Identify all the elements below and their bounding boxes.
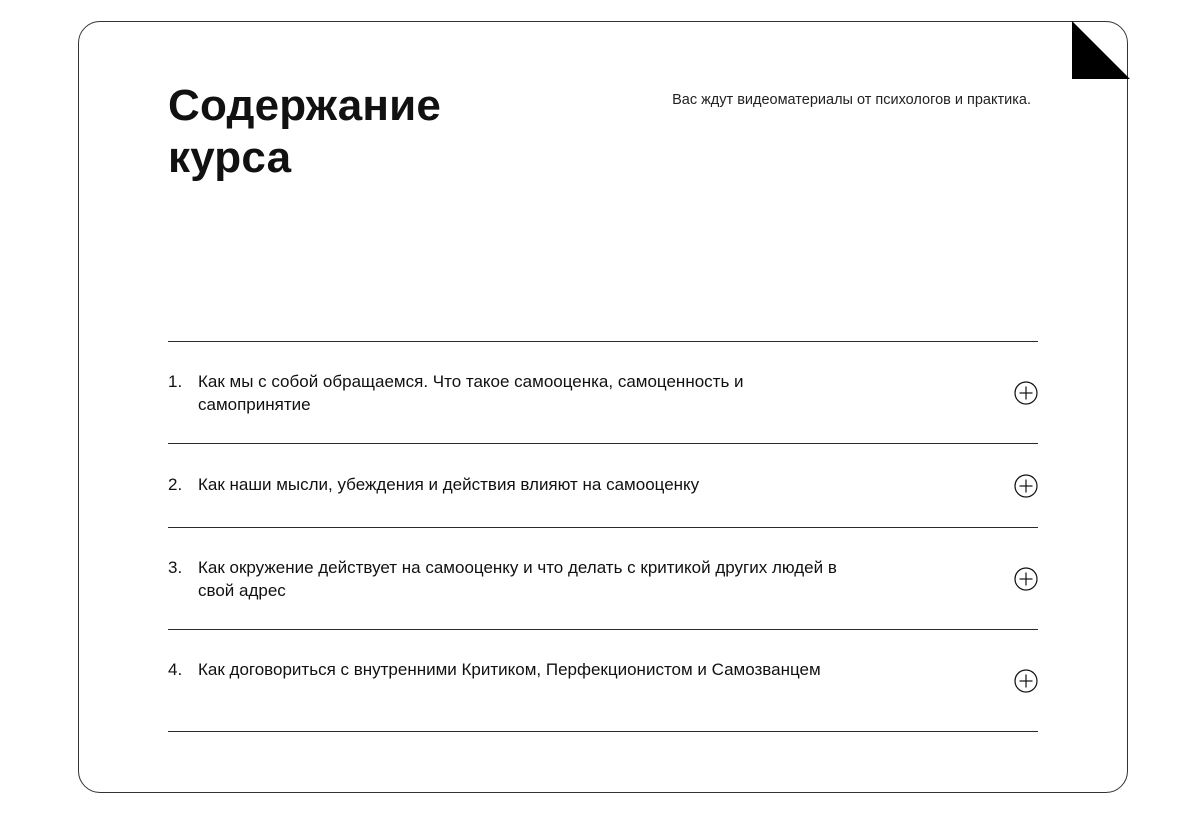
course-item-title: Как наши мысли, убеждения и действия влияют на самооценку — [198, 474, 700, 494]
course-item-4[interactable] — [168, 630, 1038, 732]
course-item-number: 3. — [168, 558, 183, 577]
course-item-number: 4. — [168, 660, 183, 679]
course-item-title: Как договориться с внутренними Критиком, Перфекционистом и Самозванцем — [198, 660, 821, 679]
course-accordion — [168, 341, 1038, 732]
course-item-title: Как окружение действует на самооценку и что делать с критикой других людей в свой адрес — [198, 558, 837, 600]
plus-circle-icon[interactable] — [1014, 669, 1038, 693]
course-item-title: Как мы с собой обращаемся. Что такое самооценка, самоценность и самопринятие — [198, 372, 744, 414]
course-item-number: 1. — [168, 372, 183, 391]
folded-corner-icon — [1072, 21, 1130, 79]
course-item-3[interactable] — [168, 528, 1038, 630]
course-item-number: 2. — [168, 474, 183, 494]
page-title: Содержание курса — [168, 81, 442, 182]
plus-circle-icon[interactable] — [1014, 474, 1038, 498]
page-subtitle: Вас ждут видеоматериалы от психологов и практика. — [672, 92, 1031, 108]
course-item-2[interactable] — [168, 444, 1038, 528]
course-item-1[interactable] — [168, 342, 1038, 444]
plus-circle-icon[interactable] — [1014, 381, 1038, 405]
plus-circle-icon[interactable] — [1014, 567, 1038, 591]
